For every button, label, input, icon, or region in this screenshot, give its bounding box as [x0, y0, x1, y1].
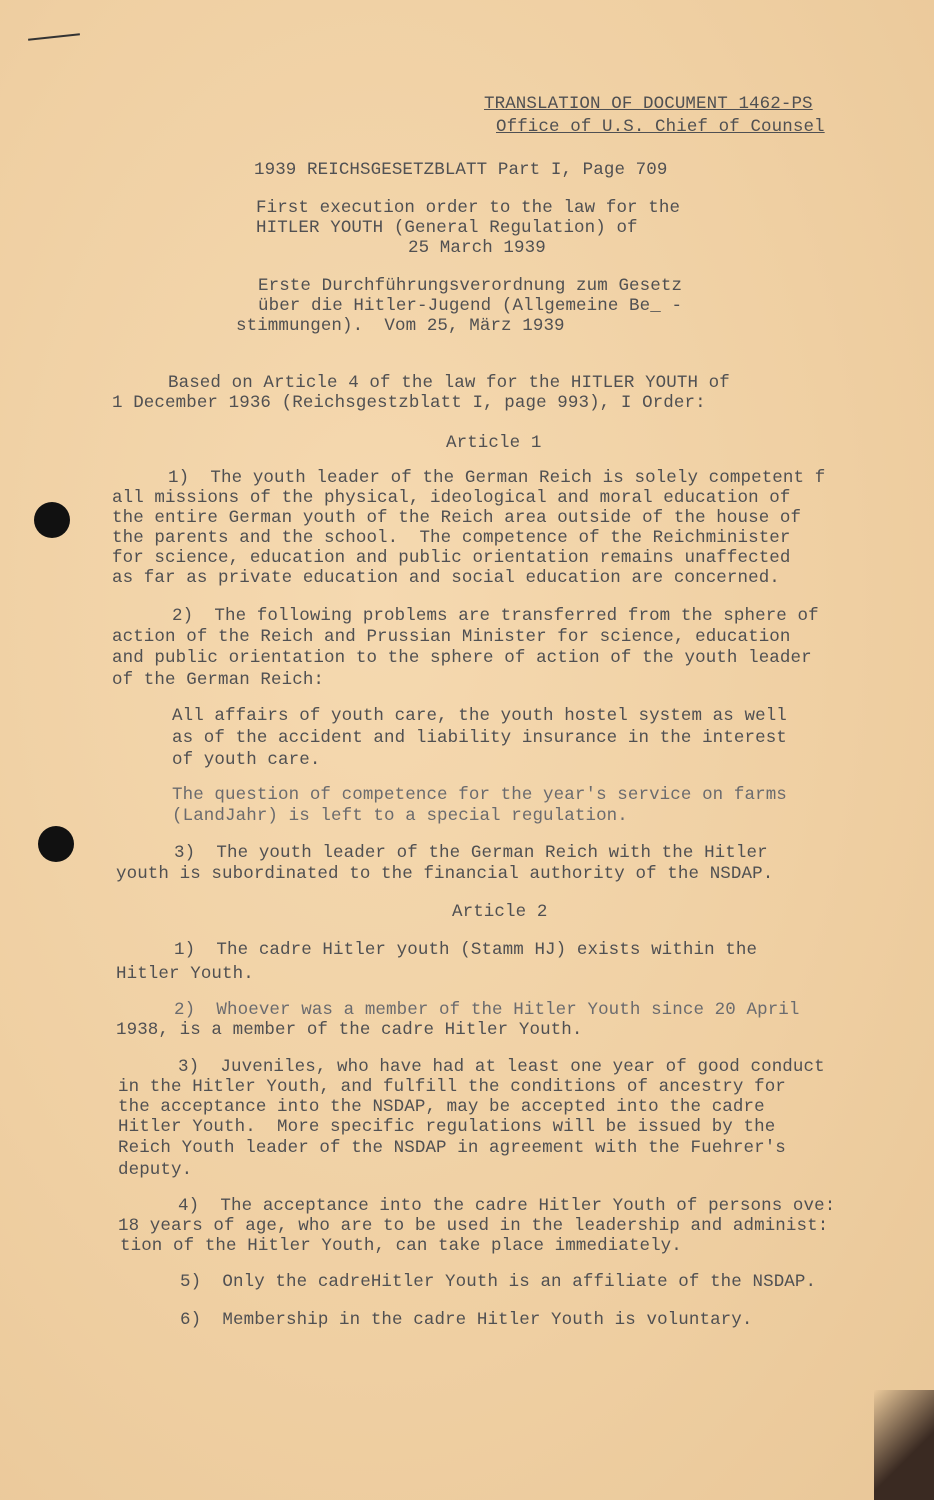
article-1-para-2a: All affairs of youth care, the youth hostel system as well: [172, 706, 787, 726]
citation: 1939 REICHSGESETZBLATT Part I, Page 709: [254, 160, 668, 180]
article-1-para-2b: (LandJahr) is left to a special regulation.: [172, 806, 628, 826]
preamble-line: 1 December 1936 (Reichsgestzblatt I, page 993), I Order:: [112, 393, 706, 413]
article-2-para-4: 18 years of age, who are to be used in the leadership and administ:: [118, 1216, 829, 1236]
article-2-para-5: 5) Only the cadreHitler Youth is an affiliate of the NSDAP.: [180, 1272, 817, 1292]
article-1-heading: Article 1: [446, 433, 542, 453]
article-1-para-3: youth is subordinated to the financial authority of the NSDAP.: [116, 864, 774, 884]
header-translation: TRANSLATION OF DOCUMENT 1462-PS: [484, 94, 813, 114]
punch-hole-top: [34, 502, 70, 538]
page-edge-shadow: [874, 1390, 934, 1500]
article-2-heading: Article 2: [452, 902, 548, 922]
preamble-line: Based on Article 4 of the law for the HITLER YOUTH of: [168, 373, 730, 393]
article-1-para-1: as far as private education and social education are concerned.: [112, 568, 780, 588]
header-office: Office of U.S. Chief of Counsel: [496, 117, 825, 137]
article-2-para-3: Reich Youth leader of the NSDAP in agreement with the Fuehrer's: [118, 1138, 786, 1158]
article-1-para-2: of the German Reich:: [112, 670, 325, 690]
title-de-line: Erste Durchführungsverordnung zum Gesetz: [258, 276, 683, 296]
title-en-line: HITLER YOUTH (General Regulation) of: [256, 218, 638, 238]
title-en-line: 25 March 1939: [408, 238, 546, 258]
article-1-para-1: for science, education and public orientation remains unaffected: [112, 548, 791, 568]
article-1-para-2: 2) The following problems are transferred from the sphere of: [172, 606, 819, 626]
article-1-para-2: action of the Reich and Prussian Minister for science, education: [112, 627, 791, 647]
title-en-line: First execution order to the law for the: [256, 198, 681, 218]
article-2-para-1: 1) The cadre Hitler youth (Stamm HJ) exists within the: [174, 940, 758, 960]
article-1-para-3: 3) The youth leader of the German Reich with the Hitler: [174, 843, 768, 863]
article-1-para-2b: The question of competence for the year's service on farms: [172, 785, 787, 805]
title-de-line: über die Hitler-Jugend (Allgemeine Be_ -: [258, 296, 683, 316]
punch-hole-bottom: [38, 826, 74, 862]
article-2-para-4: tion of the Hitler Youth, can take place immediately.: [120, 1236, 682, 1256]
article-2-para-3: Hitler Youth. More specific regulations will be issued by the: [118, 1117, 776, 1137]
article-1-para-2: and public orientation to the sphere of action of the youth leader: [112, 648, 812, 668]
article-1-para-2a: of youth care.: [172, 750, 321, 770]
article-1-para-1: all missions of the physical, ideological and moral education of: [112, 488, 791, 508]
article-2-para-2: 2) Whoever was a member of the Hitler Youth since 20 April: [174, 1000, 800, 1020]
article-2-para-3: in the Hitler Youth, and fulfill the conditions of ancestry for: [118, 1077, 786, 1097]
article-1-para-2a: as of the accident and liability insurance in the interest: [172, 728, 787, 748]
title-de-line: stimmungen). Vom 25, März 1939: [236, 316, 565, 336]
article-2-para-1: Hitler Youth.: [116, 964, 254, 984]
article-2-para-6: 6) Membership in the cadre Hitler Youth is voluntary.: [180, 1310, 753, 1330]
article-2-para-4: 4) The acceptance into the cadre Hitler Youth of persons ove:: [178, 1196, 836, 1216]
article-1-para-1: 1) The youth leader of the German Reich is solely competent f: [168, 468, 826, 488]
article-2-para-3: 3) Juveniles, who have had at least one year of good conduct: [178, 1057, 825, 1077]
article-2-para-2: 1938, is a member of the cadre Hitler Youth.: [116, 1020, 583, 1040]
article-1-para-1: the parents and the school. The competence of the Reichminister: [112, 528, 791, 548]
article-2-para-3: the acceptance into the NSDAP, may be accepted into the cadre: [118, 1097, 765, 1117]
article-2-para-3: deputy.: [118, 1160, 193, 1180]
article-1-para-1: the entire German youth of the Reich area outside of the house of: [112, 508, 802, 528]
